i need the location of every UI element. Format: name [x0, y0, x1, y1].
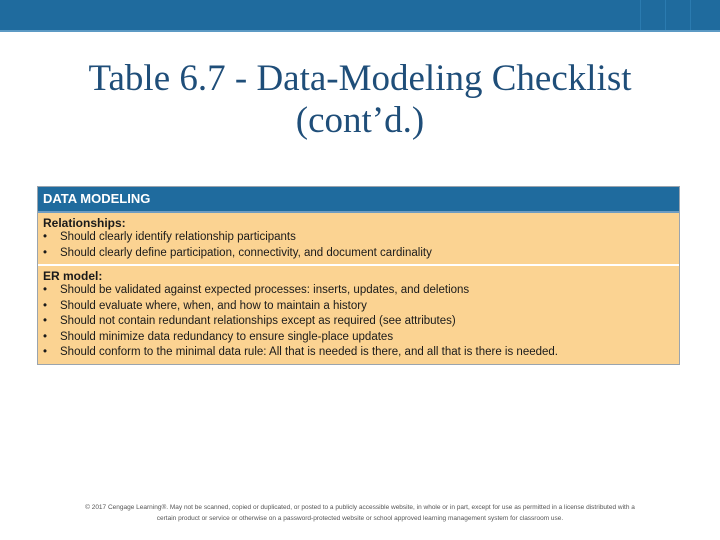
- bullet-icon: •: [43, 284, 48, 296]
- checklist-items: [43, 283, 674, 361]
- list-item: [43, 230, 674, 246]
- banner-stripe: [0, 30, 720, 32]
- banner-divider: [690, 0, 691, 30]
- section-er-model: [38, 266, 679, 364]
- banner-divider: [665, 0, 666, 30]
- copyright-notice: [40, 502, 680, 524]
- bullet-icon: •: [43, 346, 48, 358]
- section-relationships: [38, 213, 679, 266]
- list-item-text: Should clearly define participation, connectivity, and document cardinality: [60, 246, 432, 259]
- section-heading: ER model:: [43, 269, 103, 283]
- copyright-line-2: certain product or service or otherwise on a password-protected website or school approved learning management system for classroom use.: [156, 515, 564, 522]
- list-item-text: Should clearly identify relationship participants: [60, 231, 296, 243]
- copyright-line-1: © 2017 Cengage Learning®. May not be scanned, copied or duplicated, or posted to a publicly accessible website, in whole or in part, except for use as permitted in a license distributed with a: [85, 504, 635, 511]
- list-item: [43, 314, 674, 330]
- bullet-icon: •: [43, 315, 48, 327]
- section-heading: Relationships:: [43, 216, 126, 230]
- bullet-icon: •: [43, 330, 48, 343]
- checklist-table: [37, 186, 680, 365]
- bullet-icon: •: [43, 246, 48, 259]
- checklist-items: [43, 230, 674, 261]
- table-header: DATA MODELING: [38, 187, 679, 213]
- list-item: [43, 299, 674, 315]
- list-item: [43, 283, 674, 299]
- title-line-2: (cont’d.): [295, 100, 425, 141]
- bullet-icon: •: [43, 231, 48, 243]
- list-item: [43, 345, 674, 361]
- list-item-text: Should be validated against expected processes: inserts, updates, and deletions: [60, 284, 470, 296]
- list-item-text: Should conform to the minimal data rule: All that is needed is there, and all that is there is needed.: [60, 346, 558, 358]
- list-item-text: Should not contain redundant relationships except as required (see attributes): [60, 315, 456, 327]
- list-item-text: Should minimize data redundancy to ensure single-place updates: [60, 330, 394, 343]
- list-item: [43, 246, 674, 262]
- banner-divider: [640, 0, 641, 30]
- slide-title: [30, 58, 690, 142]
- bullet-icon: •: [43, 299, 48, 312]
- list-item: [43, 330, 674, 346]
- list-item-text: Should evaluate where, when, and how to maintain a history: [60, 299, 367, 312]
- top-banner: [0, 0, 720, 30]
- title-line-1: Table 6.7 - Data-Modeling Checklist: [88, 58, 632, 99]
